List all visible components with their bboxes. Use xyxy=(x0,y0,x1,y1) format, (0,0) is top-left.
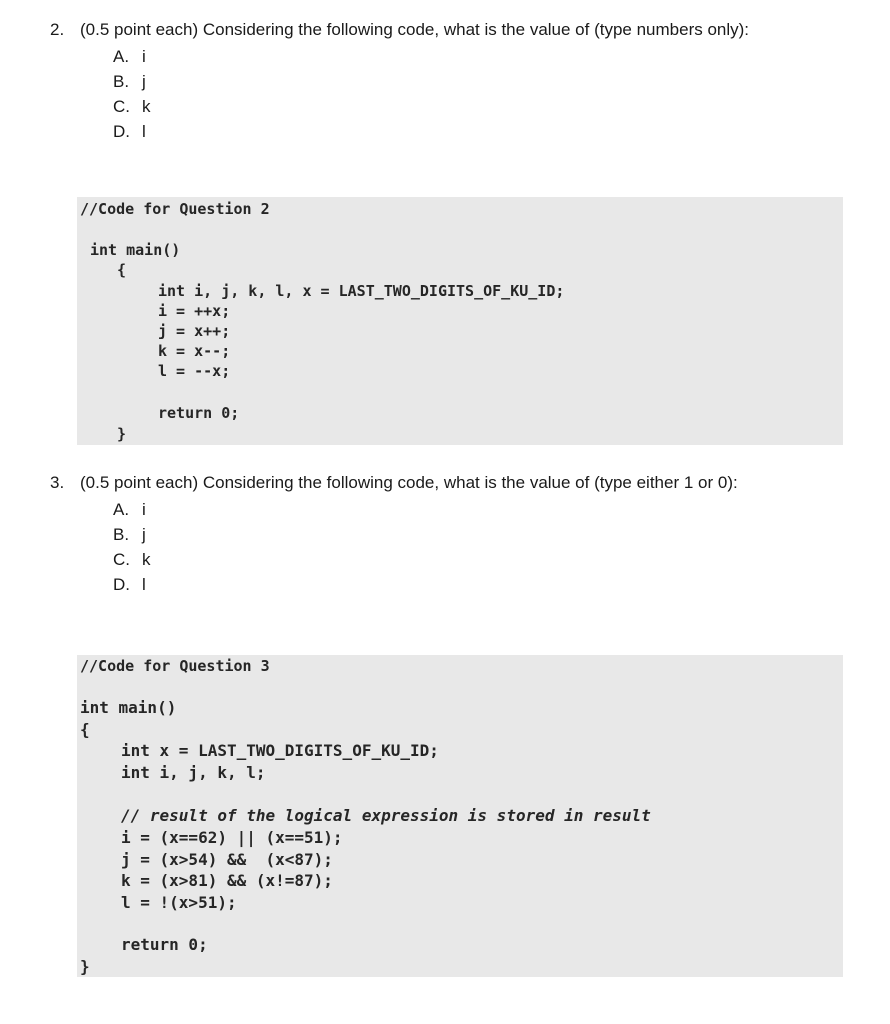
question-2-header xyxy=(50,18,749,42)
options-list xyxy=(113,497,738,597)
option-letter: B. xyxy=(113,525,130,544)
code-line: i = (x==62) || (x==51); xyxy=(121,828,343,847)
question-prompt: (0.5 point each) Considering the following code, what is the value of (type either 1 or 0): xyxy=(80,473,738,492)
code-line: k = x--; xyxy=(158,342,231,360)
code-line: j = x++; xyxy=(158,322,231,340)
option-c xyxy=(113,547,738,572)
option-letter: D. xyxy=(113,122,130,141)
code-block-question-2 xyxy=(77,197,843,445)
code-line: int main() xyxy=(80,698,177,717)
code-line: //Code for Question 3 xyxy=(80,657,270,675)
option-letter: C. xyxy=(113,97,130,116)
code-block-question-3 xyxy=(77,655,843,977)
option-c xyxy=(113,94,749,119)
option-letter: C. xyxy=(113,550,130,569)
option-text: i xyxy=(142,47,146,66)
option-b xyxy=(113,522,738,547)
option-text: k xyxy=(142,550,151,569)
question-number: 3. xyxy=(50,473,65,492)
code-line: } xyxy=(80,957,90,976)
code-line: { xyxy=(80,720,90,739)
option-a xyxy=(113,44,749,69)
question-3 xyxy=(50,471,738,597)
code-comment: // result of the logical expression is stored in result xyxy=(121,806,651,825)
option-text: l xyxy=(142,122,146,141)
question-prompt: (0.5 point each) Considering the following code, what is the value of (type numbers only): xyxy=(80,20,750,39)
option-b xyxy=(113,69,749,94)
option-d xyxy=(113,119,749,144)
options-list xyxy=(113,44,749,144)
option-letter: A. xyxy=(113,47,130,66)
option-a xyxy=(113,497,738,522)
option-letter: D. xyxy=(113,575,130,594)
code-line: int i, j, k, l, x = LAST_TWO_DIGITS_OF_KU_ID; xyxy=(158,282,565,300)
code-line: { xyxy=(117,261,127,279)
code-line: //Code for Question 2 xyxy=(80,200,270,218)
option-text: i xyxy=(142,500,146,519)
option-d xyxy=(113,572,738,597)
code-line: l = --x; xyxy=(158,362,231,380)
code-line: int x = LAST_TWO_DIGITS_OF_KU_ID; xyxy=(121,741,439,760)
code-line: int i, j, k, l; xyxy=(121,763,266,782)
option-letter: A. xyxy=(113,500,130,519)
option-text: j xyxy=(142,72,146,91)
code-line: return 0; xyxy=(158,404,240,422)
code-line: l = !(x>51); xyxy=(121,893,237,912)
code-line: j = (x>54) && (x<87); xyxy=(121,850,333,869)
code-line: i = ++x; xyxy=(158,302,231,320)
option-text: l xyxy=(142,575,146,594)
option-text: j xyxy=(142,525,146,544)
code-line: } xyxy=(117,425,127,443)
question-number: 2. xyxy=(50,20,65,39)
code-line: int main() xyxy=(90,241,181,259)
option-text: k xyxy=(142,97,151,116)
option-letter: B. xyxy=(113,72,130,91)
question-3-header xyxy=(50,471,738,495)
question-2 xyxy=(50,18,749,144)
code-line: k = (x>81) && (x!=87); xyxy=(121,871,333,890)
code-line: return 0; xyxy=(121,935,208,954)
